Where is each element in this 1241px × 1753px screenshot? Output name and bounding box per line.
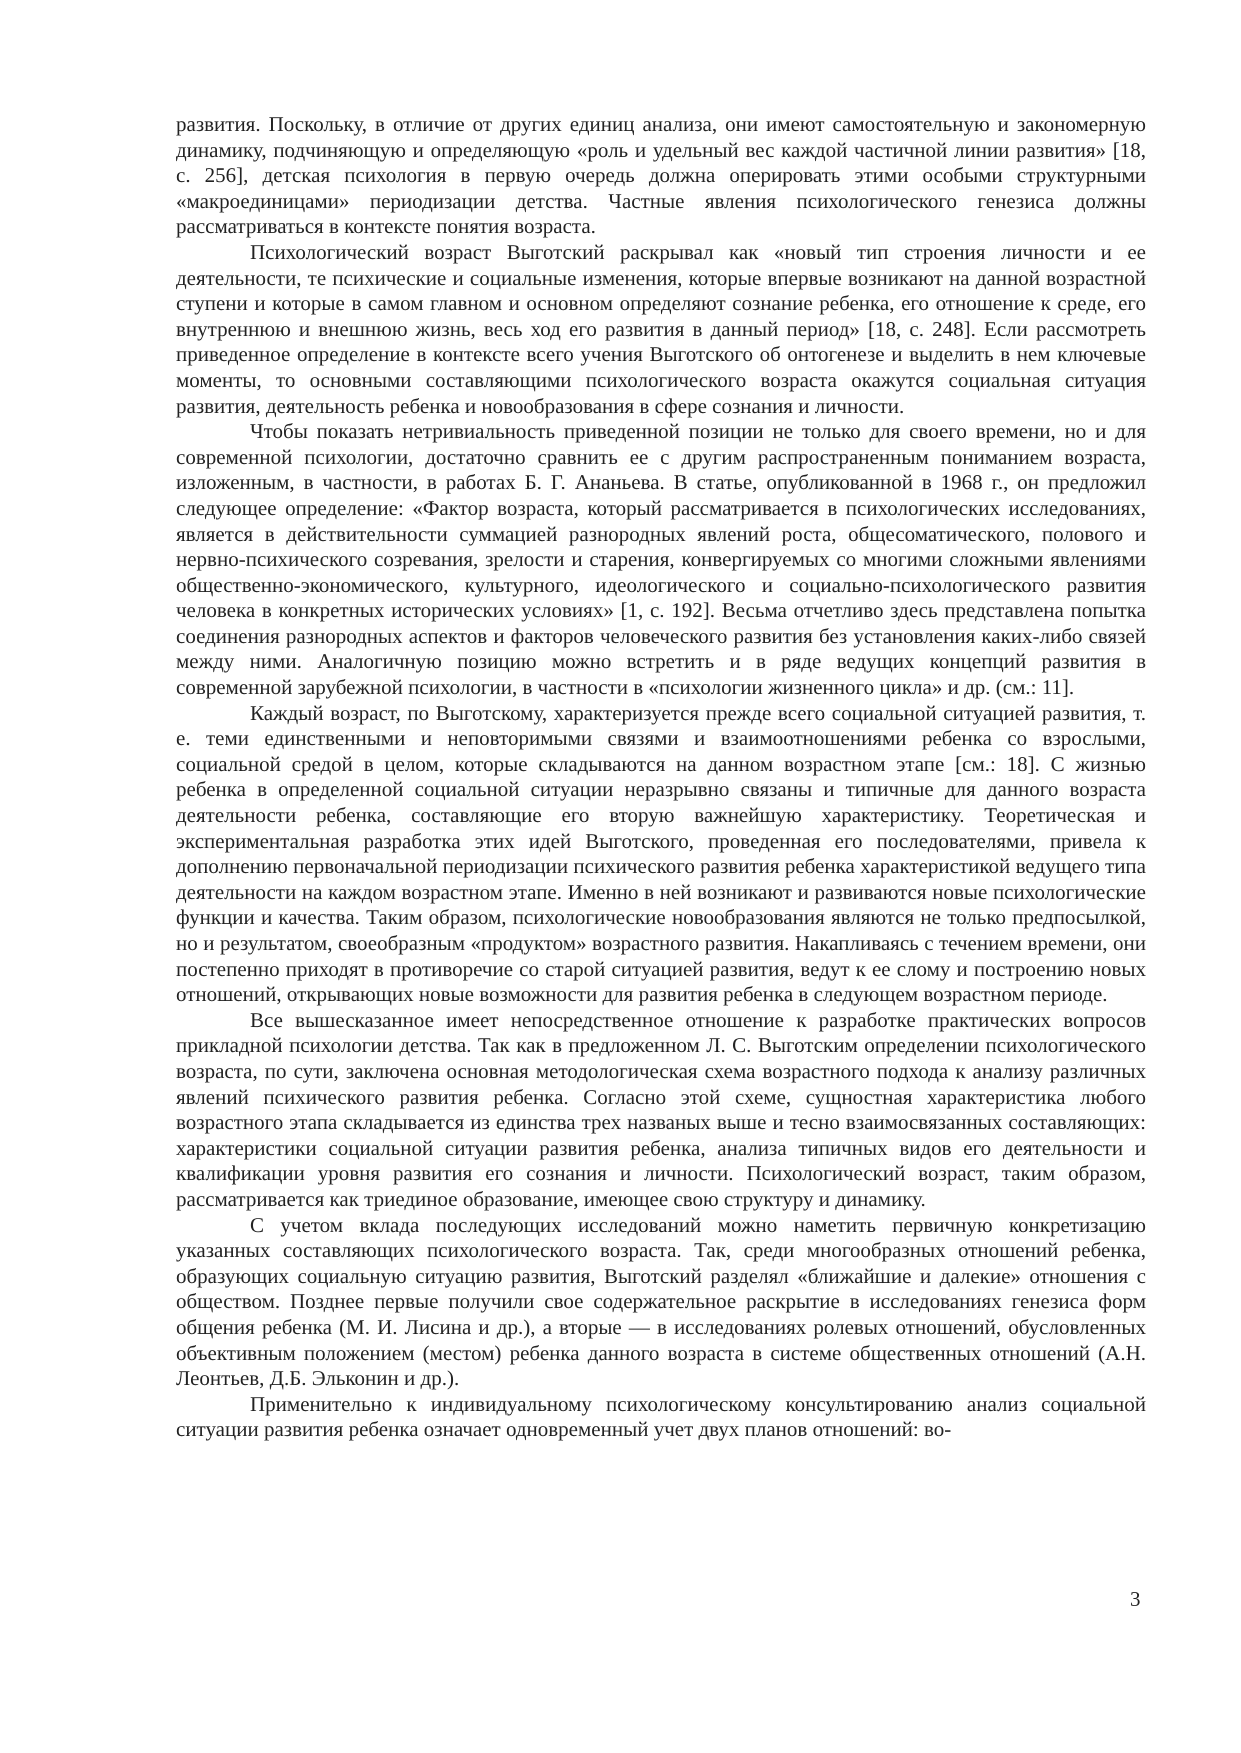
paragraph-4: Каждый возраст, по Выготскому, характеризуется прежде всего социальной ситуацией развития, т. е. теми единственными и неповторимыми связями и взаимоотношениями ребенка со взрослыми, социальной средой в целом, которые складываются на данном возрастном этапе [см.: 18]. С жизнью ребенка в определенной социальной ситуации неразрывно связаны и типичные для данного возраста деятельности ребенка, составляющие его вторую важнейшую характеристику. Теоретическая и экспериментальная разработка этих идей Выготского, проведенная его последователями, привела к дополнению первоначальной периодизации психического развития ребенка характеристикой ведущего типа деятельности на каждом возрастном этапе. Именно в ней возникают и развиваются новые психологические функции и качества. Таким образом, психологические новообразования являются не только предпосылкой, но и результатом, своеобразным «продуктом» возрастного развития. Накапливаясь с течением времени, они постепенно приходят в противоречие со старой ситуацией развития, ведут к ее слому и построению новых отношений, открывающих новые возможности для развития ребенка в следующем возрастном периоде. — [176, 700, 1146, 1007]
paragraph-3: Чтобы показать нетривиальность приведенной позиции не только для своего времени, но и для современной психологии, достаточно сравнить ее с другим распространенным пониманием возраста, изложенным, в частности, в работах Б. Г. Ананьева. В статье, опубликованной в 1968 г., он предложил следующее определение: «Фактор возраста, который рассматривается в психологических исследованиях, является в действительности суммацией разнородных явлений роста, общесоматического, полового и нервно-психического созревания, зрелости и старения, конвергируемых со многими сложными явлениями общественно-экономического, культурного, идеологического и социально-психологического развития человека в конкретных исторических условиях» [1, с. 192]. Весьма отчетливо здесь представлена попытка соединения разнородных аспектов и факторов человеческого развития без установления каких-либо связей между ними. Аналогичную позицию можно встретить и в ряде ведущих концепций развития в современной зарубежной психологии, в частности в «психологии жизненного цикла» и др. (см.: 11]. — [176, 419, 1146, 700]
page-number: 3 — [1130, 1587, 1141, 1611]
page-body — [176, 112, 1146, 1443]
paragraph-1: развития. Поскольку, в отличие от других единиц анализа, они имеют самостоятельную и закономерную динамику, подчиняющую и определяющую «роль и удельный вес каждой частичной линии развития» [18, с. 256], детская психология в первую очередь должна оперировать этими особыми структурными «макроединицами» периодизации детства. Частные явления психологического генезиса должны рассматриваться в контексте понятия возраста. — [176, 112, 1146, 239]
paragraph-7: Применительно к индивидуальному психологическому консультированию анализ социальной ситуации развития ребенка означает одновременный учет двух планов отношений: во- — [176, 1391, 1146, 1442]
paragraph-5: Все вышесказанное имеет непосредственное отношение к разработке практических вопросов прикладной психологии детства. Так как в предложенном Л. С. Выготским определении психологического возраста, по сути, заключена основная методологическая схема возрастного подхода к анализу различных явлений психического развития ребенка. Согласно этой схеме, сущностная характеристика любого возрастного этапа складывается из единства трех названых выше и тесно взаимосвязанных составляющих: характеристики социальной ситуации развития ребенка, анализа типичных видов его деятельности и квалификации уровня развития его сознания и личности. Психологический возраст, таким образом, рассматривается как триединое образование, имеющее свою структуру и динамику. — [176, 1007, 1146, 1211]
paragraph-6: С учетом вклада последующих исследований можно наметить первичную конкретизацию указанных составляющих психологического возраста. Так, среди многообразных отношений ребенка, образующих социальную ситуацию развития, Выготский разделял «ближайшие и далекие» отношения с обществом. Позднее первые получили свое содержательное раскрытие в исследованиях генезиса форм общения ребенка (М. И. Лисина и др.), а вторые — в исследованиях ролевых отношений, обусловленных объективным положением (местом) ребенка данного возраста в системе общественных отношений (А.Н. Леонтьев, Д.Б. Эльконин и др.). — [176, 1212, 1146, 1391]
paragraph-2: Психологический возраст Выготский раскрывал как «новый тип строения личности и ее деятельности, те психические и социальные изменения, которые впервые возникают на данной возрастной ступени и которые в самом главном и основном определяют сознание ребенка, его отношение к среде, его внутреннюю и внешнюю жизнь, весь ход его развития в данный период» [18, с. 248]. Если рассмотреть приведенное определение в контексте всего учения Выготского об онтогенезе и выделить в нем ключевые моменты, то основными составляющими психологического возраста окажутся социальная ситуация развития, деятельность ребенка и новообразования в сфере сознания и личности. — [176, 239, 1146, 418]
